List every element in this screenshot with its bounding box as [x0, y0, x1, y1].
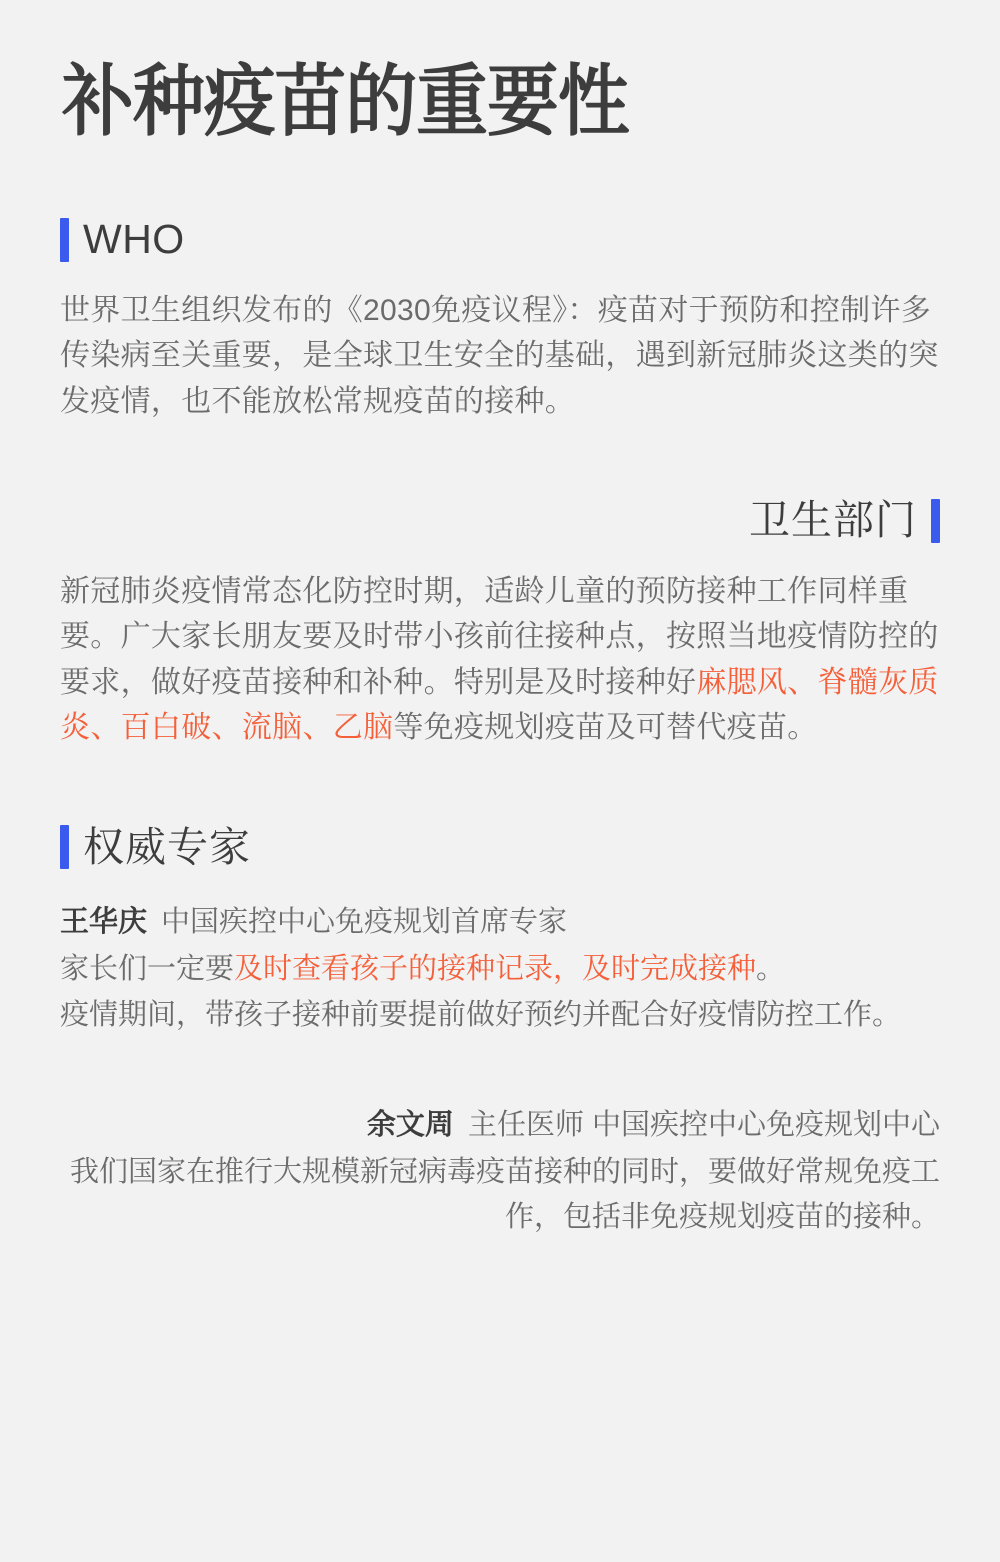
expert-quote-wang	[60, 947, 940, 992]
section-heading-who	[60, 218, 940, 262]
separator: 、	[211, 711, 242, 745]
vaccine-highlight-dtp: 百白破	[120, 711, 212, 745]
section-title-health-dept: 卫生部门	[749, 497, 917, 544]
vaccine-highlight-polio: 脊髓灰质炎	[60, 665, 939, 745]
paragraph-text-part2: 等免疫规划疫苗及可替代疫苗。	[393, 711, 818, 745]
expert-name: 王华庆	[60, 906, 148, 939]
section-paragraph-who: 世界卫生组织发布的《2030免疫议程》：疫苗对于预防和控制许多传染病至关重要，是全球卫生安全的基础，遇到新冠肺炎这类的突发疫情，也不能放松常规疫苗的接种。	[60, 293, 939, 419]
quote-part1: 家长们一定要	[60, 952, 235, 985]
page-title: 补种疫苗的重要性	[62, 57, 629, 147]
expert-name: 余文周	[366, 1109, 454, 1142]
expert-block-yu	[60, 1104, 940, 1239]
separator: 、	[90, 711, 121, 745]
vaccine-highlight-encephalitis: 乙脑	[332, 711, 394, 745]
section-paragraph-health-dept	[60, 569, 940, 751]
section-heading-experts	[60, 825, 940, 869]
section-heading-health-dept	[60, 499, 940, 543]
accent-bar-icon	[60, 218, 69, 262]
expert-title: 中国疾控中心免疫规划首席专家	[161, 906, 568, 939]
expert-title: 主任医师 中国疾控中心免疫规划中心	[467, 1109, 940, 1142]
vaccine-highlight-meningitis: 流脑	[241, 711, 303, 745]
section-title-who: WHO	[83, 216, 185, 263]
vaccine-highlight-mmr: 麻腮风	[696, 665, 788, 699]
accent-bar-icon	[60, 825, 69, 869]
accent-bar-icon	[931, 499, 940, 543]
quote-part2: 。	[756, 952, 786, 985]
paragraph-text-part1: 新冠肺炎疫情常态化防控时期，适龄儿童的预防接种工作同样重要。广大家长朋友要及时带小孩前往接种点，按照当地疫情防控的要求，做好疫苗接种和补种。特别是及时接种好	[60, 574, 939, 699]
spacer	[60, 1038, 940, 1072]
expert-quote-wang-line2: 疫情期间，带孩子接种前要提前做好预约并配合好疫情防控工作。	[60, 999, 902, 1032]
expert-quote-yu: 我们国家在推行大规模新冠病毒疫苗接种的同时，要做好常规免疫工作，包括非免疫规划疫苗的接种。	[69, 1155, 940, 1233]
section-title-experts: 权威专家	[83, 823, 251, 870]
expert-header-wang	[60, 901, 940, 945]
quote-highlight: 及时查看孩子的接种记录，及时完成接种	[234, 952, 757, 985]
separator: 、	[302, 711, 333, 745]
expert-header-yu	[60, 1104, 940, 1148]
separator: 、	[787, 665, 818, 699]
expert-block-wang	[60, 901, 940, 1038]
